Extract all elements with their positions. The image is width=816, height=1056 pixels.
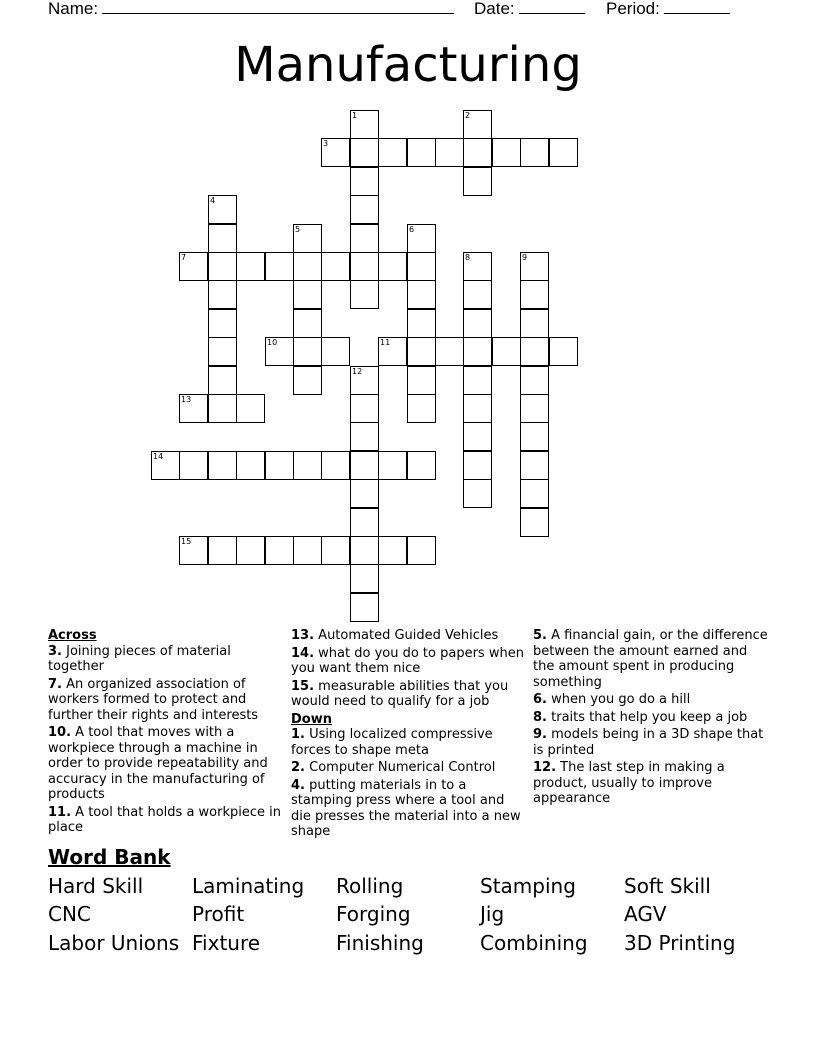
clue-number-label: 4 bbox=[210, 196, 216, 205]
word-bank-item: Labor Unions bbox=[48, 931, 180, 955]
clue-text: what do you do to papers when you want them nice bbox=[291, 645, 524, 676]
clue-number-label: 12 bbox=[352, 367, 363, 376]
word-bank-item: 3D Printing bbox=[624, 931, 736, 955]
date-label: Date: bbox=[474, 0, 515, 18]
clue-text: putting materials in to a stamping press where a tool and die presses the material into a new shape bbox=[291, 777, 521, 839]
clue-number: 4. bbox=[291, 777, 305, 793]
clue-down-5 bbox=[533, 628, 769, 690]
grid-cell[interactable] bbox=[520, 252, 549, 281]
clue-number-label: 2 bbox=[465, 111, 471, 120]
clue-number-label: 13 bbox=[181, 395, 192, 404]
clue-number: 8. bbox=[533, 709, 547, 725]
word-bank-item: AGV bbox=[624, 902, 667, 926]
clue-number-label: 1 bbox=[352, 111, 358, 120]
grid-cell[interactable] bbox=[463, 167, 492, 196]
grid-cell[interactable] bbox=[350, 564, 379, 593]
clue-down-9 bbox=[533, 727, 769, 758]
grid-cell[interactable] bbox=[293, 536, 322, 565]
grid-cell[interactable] bbox=[151, 451, 180, 480]
grid-cell[interactable] bbox=[350, 110, 379, 139]
grid-cell[interactable] bbox=[350, 451, 379, 480]
clue-column-3 bbox=[533, 628, 769, 809]
clue-down-4 bbox=[291, 778, 527, 840]
grid-cell[interactable] bbox=[407, 224, 436, 253]
grid-cell[interactable] bbox=[549, 138, 578, 167]
clue-number: 5. bbox=[533, 628, 547, 643]
grid-cell[interactable] bbox=[520, 422, 549, 451]
grid-cell[interactable] bbox=[520, 479, 549, 508]
grid-cell[interactable] bbox=[407, 366, 436, 395]
period-label: Period: bbox=[606, 0, 660, 18]
grid-cell[interactable] bbox=[520, 508, 549, 537]
grid-cell[interactable] bbox=[463, 394, 492, 423]
grid-cell[interactable] bbox=[350, 138, 379, 167]
clue-across-10 bbox=[48, 725, 284, 803]
clue-text: An organized association of workers formed to protect and further their rights and interests bbox=[48, 676, 259, 723]
grid-cell[interactable] bbox=[293, 337, 322, 366]
grid-cell[interactable] bbox=[208, 536, 237, 565]
grid-cell[interactable] bbox=[265, 252, 294, 281]
grid-cell[interactable] bbox=[208, 252, 237, 281]
clue-text: A tool that holds a workpiece in place bbox=[48, 804, 281, 835]
clue-column-2 bbox=[291, 628, 527, 842]
clue-across-3 bbox=[48, 644, 284, 675]
clue-number: 3. bbox=[48, 643, 62, 659]
grid-cell[interactable] bbox=[208, 224, 237, 253]
grid-cell[interactable] bbox=[236, 536, 265, 565]
clue-across-11 bbox=[48, 805, 284, 836]
grid-cell[interactable] bbox=[293, 224, 322, 253]
grid-cell[interactable] bbox=[520, 337, 549, 366]
grid-cell[interactable] bbox=[236, 252, 265, 281]
grid-cell[interactable] bbox=[350, 280, 379, 309]
word-bank-item: Hard Skill bbox=[48, 874, 144, 898]
grid-cell[interactable] bbox=[378, 337, 407, 366]
grid-cell[interactable] bbox=[208, 451, 237, 480]
grid-cell[interactable] bbox=[208, 366, 237, 395]
grid-cell[interactable] bbox=[293, 451, 322, 480]
word-bank-item: Jig bbox=[480, 902, 505, 926]
clue-number: 14. bbox=[291, 645, 315, 661]
clue-text: The last step in making a product, usually to improve appearance bbox=[533, 760, 725, 806]
clue-across-13 bbox=[291, 628, 527, 644]
grid-cell[interactable] bbox=[463, 337, 492, 366]
clue-text: Computer Numerical Control bbox=[309, 760, 496, 775]
grid-cell[interactable] bbox=[350, 508, 379, 537]
across-heading: Across bbox=[48, 628, 97, 643]
clue-number-label: 14 bbox=[153, 452, 164, 461]
clue-across-14 bbox=[291, 646, 527, 677]
grid-cell[interactable] bbox=[492, 138, 521, 167]
clue-text: when you go do a hill bbox=[551, 692, 691, 707]
grid-cell[interactable] bbox=[463, 110, 492, 139]
grid-cell[interactable] bbox=[378, 252, 407, 281]
grid-cell[interactable] bbox=[520, 366, 549, 395]
clue-down-2 bbox=[291, 760, 527, 776]
clue-number-label: 15 bbox=[181, 537, 192, 546]
clue-across-7 bbox=[48, 677, 284, 724]
clue-number-label: 8 bbox=[465, 253, 471, 262]
grid-cell[interactable] bbox=[350, 536, 379, 565]
grid-cell[interactable] bbox=[321, 451, 350, 480]
clue-number: 13. bbox=[291, 628, 315, 643]
grid-cell[interactable] bbox=[520, 280, 549, 309]
clue-number: 10. bbox=[48, 725, 72, 740]
clue-down-1 bbox=[291, 727, 527, 758]
clue-text: Automated Guided Vehicles bbox=[318, 628, 499, 643]
clue-number: 9. bbox=[533, 727, 547, 742]
grid-cell[interactable] bbox=[321, 536, 350, 565]
grid-cell[interactable] bbox=[378, 451, 407, 480]
grid-cell[interactable] bbox=[407, 394, 436, 423]
clue-number: 15. bbox=[291, 678, 315, 694]
down-heading: Down bbox=[291, 711, 332, 727]
grid-cell[interactable] bbox=[293, 309, 322, 338]
grid-cell[interactable] bbox=[549, 337, 578, 366]
grid-cell[interactable] bbox=[463, 422, 492, 451]
grid-cell[interactable] bbox=[350, 479, 379, 508]
grid-cell[interactable] bbox=[407, 337, 436, 366]
grid-cell[interactable] bbox=[407, 280, 436, 309]
grid-cell[interactable] bbox=[350, 394, 379, 423]
grid-cell[interactable] bbox=[350, 366, 379, 395]
clue-text: Using localized compressive forces to shape meta bbox=[291, 727, 493, 758]
clue-text: traits that help you keep a job bbox=[551, 709, 748, 725]
grid-cell[interactable] bbox=[293, 280, 322, 309]
word-bank-item: Laminating bbox=[192, 874, 305, 898]
grid-cell[interactable] bbox=[520, 451, 549, 480]
word-bank-item: Finishing bbox=[336, 931, 424, 955]
clue-number-label: 10 bbox=[267, 338, 278, 347]
grid-cell[interactable] bbox=[350, 224, 379, 253]
grid-cell[interactable] bbox=[265, 337, 294, 366]
page-title: Manufacturing bbox=[234, 37, 582, 93]
grid-cell[interactable] bbox=[293, 366, 322, 395]
grid-cell[interactable] bbox=[463, 479, 492, 508]
word-bank-item: Combining bbox=[480, 931, 588, 955]
grid-cell[interactable] bbox=[378, 138, 407, 167]
clue-number-label: 3 bbox=[323, 139, 329, 148]
grid-cell[interactable] bbox=[321, 138, 350, 167]
clue-number: 11. bbox=[48, 804, 72, 820]
clue-text: measurable abilities that you would need to qualify for a job bbox=[291, 678, 509, 709]
grid-cell[interactable] bbox=[350, 252, 379, 281]
grid-cell[interactable] bbox=[179, 394, 208, 423]
grid-cell[interactable] bbox=[407, 536, 436, 565]
clue-number: 6. bbox=[533, 692, 547, 707]
grid-cell[interactable] bbox=[463, 309, 492, 338]
clue-number: 1. bbox=[291, 727, 305, 742]
clue-number-label: 11 bbox=[380, 338, 391, 347]
grid-cell[interactable] bbox=[463, 280, 492, 309]
grid-cell[interactable] bbox=[520, 394, 549, 423]
name-label: Name: bbox=[48, 0, 99, 18]
grid-cell[interactable] bbox=[293, 252, 322, 281]
word-bank-item: Stamping bbox=[480, 874, 576, 898]
grid-cell[interactable] bbox=[492, 337, 521, 366]
grid-cell[interactable] bbox=[350, 422, 379, 451]
grid-cell[interactable] bbox=[520, 309, 549, 338]
grid-cell[interactable] bbox=[463, 138, 492, 167]
grid-cell[interactable] bbox=[350, 167, 379, 196]
clue-number-label: 9 bbox=[522, 253, 528, 262]
grid-cell[interactable] bbox=[407, 451, 436, 480]
grid-cell[interactable] bbox=[236, 394, 265, 423]
grid-cell[interactable] bbox=[435, 337, 464, 366]
grid-cell[interactable] bbox=[179, 252, 208, 281]
word-bank-item: Profit bbox=[192, 902, 245, 926]
clue-text: A financial gain, or the difference between the amount earned and the amount spent in producing something bbox=[533, 628, 768, 690]
grid-cell[interactable] bbox=[208, 195, 237, 224]
clue-number: 2. bbox=[291, 760, 305, 775]
grid-cell[interactable] bbox=[208, 337, 237, 366]
clue-number-label: 6 bbox=[409, 225, 415, 234]
clue-text: models being in a 3D shape that is printed bbox=[533, 727, 764, 758]
grid-cell[interactable] bbox=[350, 593, 379, 622]
grid-cell[interactable] bbox=[407, 138, 436, 167]
clue-column-1 bbox=[48, 628, 284, 838]
grid-cell[interactable] bbox=[321, 337, 350, 366]
clue-number: 12. bbox=[533, 760, 557, 775]
clue-text: Joining pieces of material together bbox=[48, 643, 231, 674]
clue-across-15 bbox=[291, 679, 527, 710]
grid-cell[interactable] bbox=[350, 195, 379, 224]
grid-cell[interactable] bbox=[435, 138, 464, 167]
clue-down-12 bbox=[533, 760, 769, 807]
word-bank-item: Rolling bbox=[336, 874, 404, 898]
grid-cell[interactable] bbox=[179, 451, 208, 480]
grid-cell[interactable] bbox=[208, 394, 237, 423]
grid-cell[interactable] bbox=[407, 309, 436, 338]
clue-text: A tool that moves with a workpiece through a machine in order to provide repeatability and accuracy in the manufacturing of products bbox=[48, 725, 268, 802]
grid-cell[interactable] bbox=[520, 138, 549, 167]
clue-number-label: 7 bbox=[181, 253, 187, 262]
clue-down-8 bbox=[533, 710, 769, 726]
grid-cell[interactable] bbox=[265, 451, 294, 480]
clue-number-label: 5 bbox=[295, 225, 301, 234]
word-bank-item: CNC bbox=[48, 902, 91, 926]
grid-cell[interactable] bbox=[236, 451, 265, 480]
grid-cell[interactable] bbox=[208, 280, 237, 309]
grid-cell[interactable] bbox=[208, 309, 237, 338]
word-bank-item: Forging bbox=[336, 902, 411, 926]
grid-cell[interactable] bbox=[463, 451, 492, 480]
word-bank-item: Soft Skill bbox=[624, 874, 711, 898]
grid-cell[interactable] bbox=[265, 536, 294, 565]
word-bank-title: Word Bank bbox=[48, 845, 171, 869]
grid-cell[interactable] bbox=[463, 366, 492, 395]
grid-cell[interactable] bbox=[179, 536, 208, 565]
word-bank-item: Fixture bbox=[192, 931, 261, 955]
grid-cell[interactable] bbox=[407, 252, 436, 281]
clue-number: 7. bbox=[48, 676, 62, 692]
grid-cell[interactable] bbox=[463, 252, 492, 281]
grid-cell[interactable] bbox=[321, 252, 350, 281]
clue-down-6 bbox=[533, 692, 769, 708]
grid-cell[interactable] bbox=[378, 536, 407, 565]
